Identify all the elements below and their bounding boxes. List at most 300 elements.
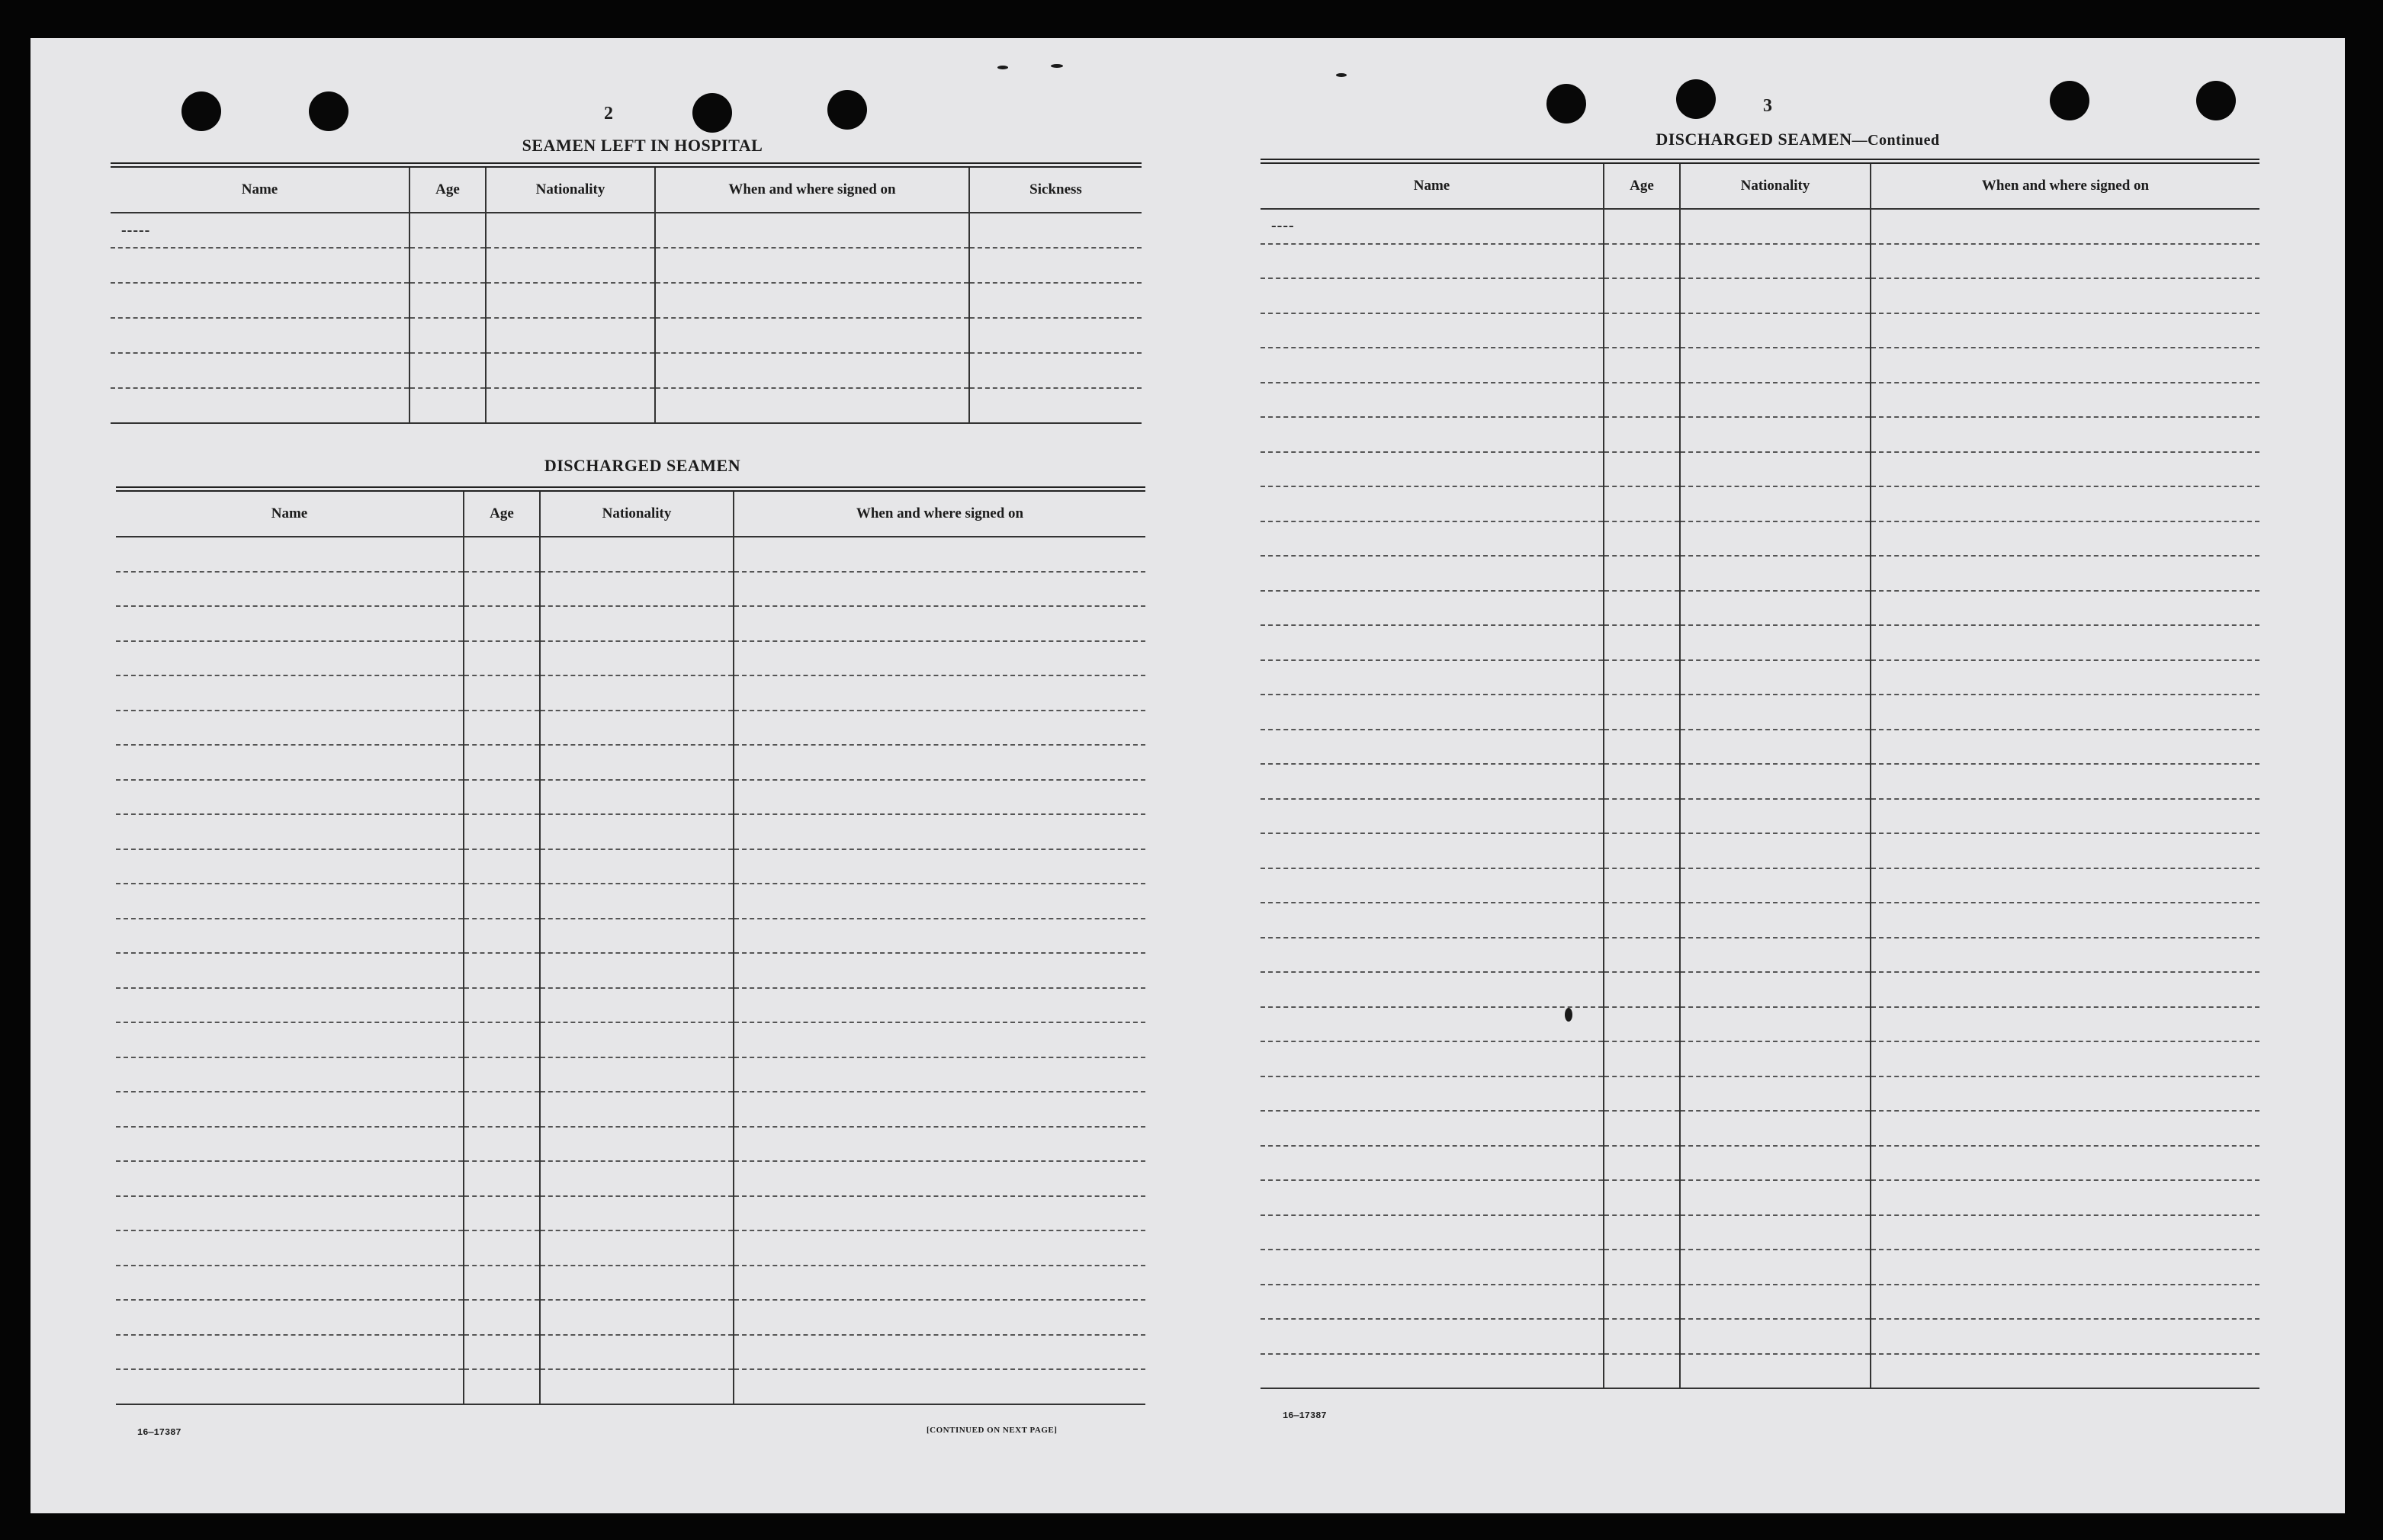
table-cell	[1604, 417, 1680, 452]
table-cell	[116, 675, 464, 711]
table-cell	[540, 537, 734, 572]
table-cell	[116, 1022, 464, 1057]
table-row	[1261, 521, 2259, 557]
table-cell	[116, 1127, 464, 1162]
table-cell	[1871, 486, 2259, 521]
table-row	[1261, 417, 2259, 452]
table-cell	[464, 814, 540, 849]
table-cell	[1604, 903, 1680, 938]
table-cell	[1680, 1285, 1871, 1320]
table-cell	[540, 1161, 734, 1196]
table-row	[116, 711, 1145, 746]
table-row	[116, 1127, 1145, 1162]
table-cell	[734, 745, 1145, 780]
table-cell	[1680, 1111, 1871, 1146]
table-cell	[1604, 452, 1680, 487]
table-row	[116, 1266, 1145, 1301]
table-cell	[116, 1092, 464, 1127]
table-cell	[1871, 452, 2259, 487]
table-cell	[464, 745, 540, 780]
table-cell	[1680, 209, 1871, 244]
table-row	[1261, 556, 2259, 591]
table-cell	[540, 988, 734, 1023]
table-row	[1261, 1007, 2259, 1042]
table-cell	[464, 1022, 540, 1057]
table-row	[1261, 868, 2259, 903]
continued-note: [CONTINUED ON NEXT PAGE]	[927, 1426, 1058, 1435]
table-cell	[1261, 1250, 1604, 1285]
table-cell	[1871, 868, 2259, 903]
table-cell	[540, 849, 734, 884]
table-row	[1261, 1076, 2259, 1112]
table-row	[116, 1369, 1145, 1404]
table-cell	[1871, 1180, 2259, 1215]
table-cell	[464, 1335, 540, 1370]
table-cell	[1871, 383, 2259, 418]
table-cell	[1871, 695, 2259, 730]
table-row	[116, 641, 1145, 676]
table-cell	[540, 1266, 734, 1301]
table-cell	[1261, 625, 1604, 660]
table-row	[116, 953, 1145, 988]
table-row	[116, 1300, 1145, 1335]
table-row	[116, 849, 1145, 884]
table-cell	[1261, 1180, 1604, 1215]
table-row	[116, 988, 1145, 1023]
table-cell	[1871, 591, 2259, 626]
table-cell	[540, 711, 734, 746]
table-cell	[655, 353, 969, 388]
table-cell	[540, 1022, 734, 1057]
column-header-nationality: Nationality	[486, 165, 655, 213]
table-cell	[1604, 521, 1680, 557]
table-cell	[734, 1369, 1145, 1404]
table-cell	[1261, 1111, 1604, 1146]
table-cell	[486, 283, 655, 318]
table-row	[1261, 1354, 2259, 1389]
table-cell	[655, 213, 969, 248]
table-cell	[116, 537, 464, 572]
table-cell	[116, 1161, 464, 1196]
table-cell	[1261, 417, 1604, 452]
table-cell	[1680, 730, 1871, 765]
table-cell	[540, 814, 734, 849]
column-header-age: Age	[1604, 162, 1680, 210]
table-cell	[1261, 660, 1604, 695]
table-cell	[969, 283, 1142, 318]
table-cell	[540, 1092, 734, 1127]
table-cell	[1871, 1250, 2259, 1285]
table-cell	[1871, 521, 2259, 557]
table-cell	[540, 1057, 734, 1092]
ink-smudge	[997, 66, 1008, 69]
table-row	[1261, 833, 2259, 868]
table-cell	[1680, 764, 1871, 799]
punch-hole	[1676, 79, 1716, 119]
table-cell	[486, 353, 655, 388]
column-header-signed-on: When and where signed on	[734, 489, 1145, 537]
table-cell	[734, 1266, 1145, 1301]
ink-smudge	[1336, 73, 1347, 77]
table-row	[1261, 1215, 2259, 1250]
table-cell	[116, 1196, 464, 1231]
table-cell	[1680, 556, 1871, 591]
punch-hole	[2196, 81, 2236, 120]
table-cell	[734, 572, 1145, 607]
table-cell	[486, 213, 655, 248]
table-cell	[1871, 209, 2259, 244]
table-cell	[734, 675, 1145, 711]
table-cell	[1871, 278, 2259, 313]
table-cell	[409, 248, 486, 283]
table-cell	[1680, 625, 1871, 660]
table-cell	[116, 1057, 464, 1092]
table-cell	[116, 572, 464, 607]
table-cell	[1871, 348, 2259, 383]
table-cell	[1680, 348, 1871, 383]
table-cell	[116, 1266, 464, 1301]
table-cell	[969, 388, 1142, 423]
table-cell	[1680, 1215, 1871, 1250]
table-cell	[1261, 1285, 1604, 1320]
table-cell	[1261, 764, 1604, 799]
table-cell	[540, 1230, 734, 1266]
table-row	[116, 1196, 1145, 1231]
table-cell	[1680, 244, 1871, 279]
table-cell	[486, 318, 655, 353]
table-cell	[540, 1127, 734, 1162]
table-cell	[655, 283, 969, 318]
table-cell	[1871, 625, 2259, 660]
table-cell	[116, 606, 464, 641]
table-row	[1261, 1041, 2259, 1076]
table-cell	[1604, 556, 1680, 591]
table-cell	[464, 919, 540, 954]
table-cell	[1680, 660, 1871, 695]
table-row	[111, 248, 1142, 283]
table-cell	[464, 537, 540, 572]
table-cell	[464, 1266, 540, 1301]
table-cell	[540, 780, 734, 815]
column-header-age: Age	[409, 165, 486, 213]
table-cell	[540, 1196, 734, 1231]
table-cell	[1680, 383, 1871, 418]
table-cell	[540, 953, 734, 988]
section-title: DISCHARGED SEAMEN	[544, 456, 741, 475]
table-row	[116, 919, 1145, 954]
table-row	[1261, 695, 2259, 730]
table-cell	[464, 1230, 540, 1266]
table-cell	[734, 1057, 1145, 1092]
table-cell	[1680, 1180, 1871, 1215]
table-cell	[1261, 383, 1604, 418]
table-cell	[540, 1369, 734, 1404]
punch-hole	[2050, 81, 2089, 120]
table-cell	[540, 884, 734, 919]
entry-dash-mark: -----	[121, 221, 151, 239]
table-cell	[464, 780, 540, 815]
table-row	[116, 675, 1145, 711]
table-cell	[734, 849, 1145, 884]
table-cell	[734, 606, 1145, 641]
table-cell	[1871, 1319, 2259, 1354]
table-cell	[1604, 695, 1680, 730]
table-cell	[1604, 383, 1680, 418]
punch-hole	[309, 91, 348, 131]
table-cell	[116, 745, 464, 780]
table-cell	[486, 248, 655, 283]
table-row	[1261, 1250, 2259, 1285]
table-cell	[1871, 1285, 2259, 1320]
seamen-left-in-hospital-table	[111, 162, 1142, 424]
table-cell	[1604, 1354, 1680, 1389]
table-cell	[1871, 660, 2259, 695]
table-row	[1261, 348, 2259, 383]
table-cell	[1261, 244, 1604, 279]
column-header-name: Name	[116, 489, 464, 537]
table-row	[1261, 486, 2259, 521]
table-cell	[1261, 521, 1604, 557]
table-cell	[1871, 1007, 2259, 1042]
table-cell	[464, 1300, 540, 1335]
table-cell	[1680, 452, 1871, 487]
table-cell	[1604, 868, 1680, 903]
table-cell	[116, 884, 464, 919]
table-cell	[1261, 556, 1604, 591]
table-row	[116, 1092, 1145, 1127]
table-cell	[1261, 348, 1604, 383]
table-row	[1261, 1319, 2259, 1354]
table-cell	[111, 353, 409, 388]
table-row	[111, 388, 1142, 423]
table-row	[116, 814, 1145, 849]
table-cell	[1871, 764, 2259, 799]
table-cell	[1604, 1111, 1680, 1146]
table-cell	[1604, 730, 1680, 765]
table-cell	[116, 988, 464, 1023]
table-cell	[1604, 1250, 1680, 1285]
punch-hole	[181, 91, 221, 131]
table-cell	[1680, 903, 1871, 938]
table-row	[116, 537, 1145, 572]
table-row	[116, 1161, 1145, 1196]
table-cell	[734, 1300, 1145, 1335]
table-cell	[1871, 417, 2259, 452]
punch-hole	[692, 93, 732, 133]
table-cell	[540, 1335, 734, 1370]
discharged-seamen-table	[116, 486, 1145, 1405]
table-cell	[734, 814, 1145, 849]
table-cell	[409, 213, 486, 248]
table-cell	[1261, 278, 1604, 313]
table-cell	[1604, 591, 1680, 626]
table-cell	[734, 988, 1145, 1023]
table-cell	[734, 537, 1145, 572]
form-number: 16—17387	[1283, 1410, 1327, 1421]
table-cell	[1604, 1146, 1680, 1181]
table-cell	[1871, 556, 2259, 591]
column-header-name: Name	[111, 165, 409, 213]
table-cell	[1680, 868, 1871, 903]
table-cell	[1680, 1146, 1871, 1181]
table-cell	[1680, 1250, 1871, 1285]
table-cell	[116, 1369, 464, 1404]
table-cell	[464, 1161, 540, 1196]
table-cell	[1604, 278, 1680, 313]
table-row	[1261, 278, 2259, 313]
table-cell	[464, 606, 540, 641]
table-cell	[1261, 833, 1604, 868]
table-cell	[1604, 1041, 1680, 1076]
page-number: 2	[604, 104, 613, 124]
table-cell	[1604, 1285, 1680, 1320]
ink-smudge	[1051, 64, 1063, 68]
table-cell	[464, 641, 540, 676]
table-row	[1261, 313, 2259, 348]
page-number: 3	[1763, 96, 1772, 116]
table-row	[116, 1230, 1145, 1266]
table-cell	[734, 1335, 1145, 1370]
table-cell	[116, 814, 464, 849]
table-cell	[1261, 486, 1604, 521]
table-row	[116, 1335, 1145, 1370]
table-cell	[655, 388, 969, 423]
table-cell	[111, 213, 409, 248]
table-row	[111, 318, 1142, 353]
section-title: SEAMEN LEFT IN HOSPITAL	[522, 136, 763, 155]
table-cell	[969, 353, 1142, 388]
table-cell	[1871, 313, 2259, 348]
table-cell	[1604, 799, 1680, 834]
table-cell	[409, 283, 486, 318]
table-cell	[1261, 1146, 1604, 1181]
document-sheet	[31, 38, 2345, 1513]
entry-dash-mark: ----	[1271, 217, 1295, 235]
table-cell	[1604, 313, 1680, 348]
section-title-suffix: —Continued	[1851, 132, 1940, 149]
table-cell	[1871, 1215, 2259, 1250]
table-cell	[1871, 972, 2259, 1007]
table-row	[116, 780, 1145, 815]
table-cell	[111, 388, 409, 423]
table-cell	[1604, 244, 1680, 279]
table-cell	[1604, 660, 1680, 695]
table-cell	[540, 919, 734, 954]
table-cell	[1604, 209, 1680, 244]
table-cell	[111, 248, 409, 283]
table-cell	[1604, 1007, 1680, 1042]
table-cell	[1261, 938, 1604, 973]
table-row	[1261, 625, 2259, 660]
table-cell	[1680, 833, 1871, 868]
column-header-nationality: Nationality	[540, 489, 734, 537]
table-cell	[116, 641, 464, 676]
table-cell	[734, 884, 1145, 919]
table-cell	[409, 388, 486, 423]
table-cell	[1261, 1215, 1604, 1250]
table-row	[111, 213, 1142, 248]
table-cell	[1261, 1007, 1604, 1042]
table-cell	[1680, 938, 1871, 973]
table-cell	[1261, 868, 1604, 903]
table-cell	[1604, 1076, 1680, 1112]
table-cell	[1604, 348, 1680, 383]
table-cell	[1680, 1007, 1871, 1042]
table-cell	[540, 1300, 734, 1335]
table-cell	[116, 1335, 464, 1370]
table-cell	[1604, 938, 1680, 973]
table-cell	[486, 388, 655, 423]
column-header-age: Age	[464, 489, 540, 537]
table-row	[1261, 938, 2259, 973]
form-number: 16—17387	[137, 1427, 181, 1438]
table-cell	[111, 283, 409, 318]
table-cell	[655, 318, 969, 353]
table-cell	[409, 353, 486, 388]
table-cell	[1261, 1354, 1604, 1389]
table-cell	[1680, 972, 1871, 1007]
table-cell	[1261, 972, 1604, 1007]
table-cell	[116, 1300, 464, 1335]
table-cell	[1261, 730, 1604, 765]
table-cell	[1680, 486, 1871, 521]
table-cell	[1604, 972, 1680, 1007]
discharged-seamen-continued-table	[1261, 159, 2259, 1389]
table-cell	[1680, 417, 1871, 452]
table-cell	[734, 1161, 1145, 1196]
table-cell	[969, 213, 1142, 248]
table-row	[1261, 591, 2259, 626]
table-cell	[734, 711, 1145, 746]
table-cell	[464, 884, 540, 919]
table-cell	[540, 606, 734, 641]
table-cell	[1261, 209, 1604, 244]
table-row	[111, 353, 1142, 388]
table-row	[116, 884, 1145, 919]
table-row	[116, 572, 1145, 607]
table-cell	[464, 1092, 540, 1127]
table-cell	[540, 675, 734, 711]
column-header-signed-on: When and where signed on	[1871, 162, 2259, 210]
table-row	[1261, 972, 2259, 1007]
table-cell	[1871, 799, 2259, 834]
table-row	[116, 606, 1145, 641]
table-cell	[1604, 625, 1680, 660]
table-cell	[1604, 1180, 1680, 1215]
punch-hole	[1546, 84, 1586, 124]
table-cell	[969, 248, 1142, 283]
table-row	[1261, 1285, 2259, 1320]
table-cell	[464, 572, 540, 607]
table-row	[116, 745, 1145, 780]
table-cell	[464, 1196, 540, 1231]
table-row	[1261, 1146, 2259, 1181]
table-cell	[1604, 1319, 1680, 1354]
table-cell	[1680, 695, 1871, 730]
section-title-main: DISCHARGED SEAMEN	[1656, 130, 1852, 149]
column-header-name: Name	[1261, 162, 1604, 210]
table-row	[1261, 1111, 2259, 1146]
table-cell	[464, 711, 540, 746]
table-cell	[1871, 1146, 2259, 1181]
table-cell	[1680, 799, 1871, 834]
table-cell	[1261, 903, 1604, 938]
table-cell	[464, 849, 540, 884]
table-cell	[116, 919, 464, 954]
table-cell	[1604, 486, 1680, 521]
table-cell	[1604, 764, 1680, 799]
table-cell	[734, 1092, 1145, 1127]
